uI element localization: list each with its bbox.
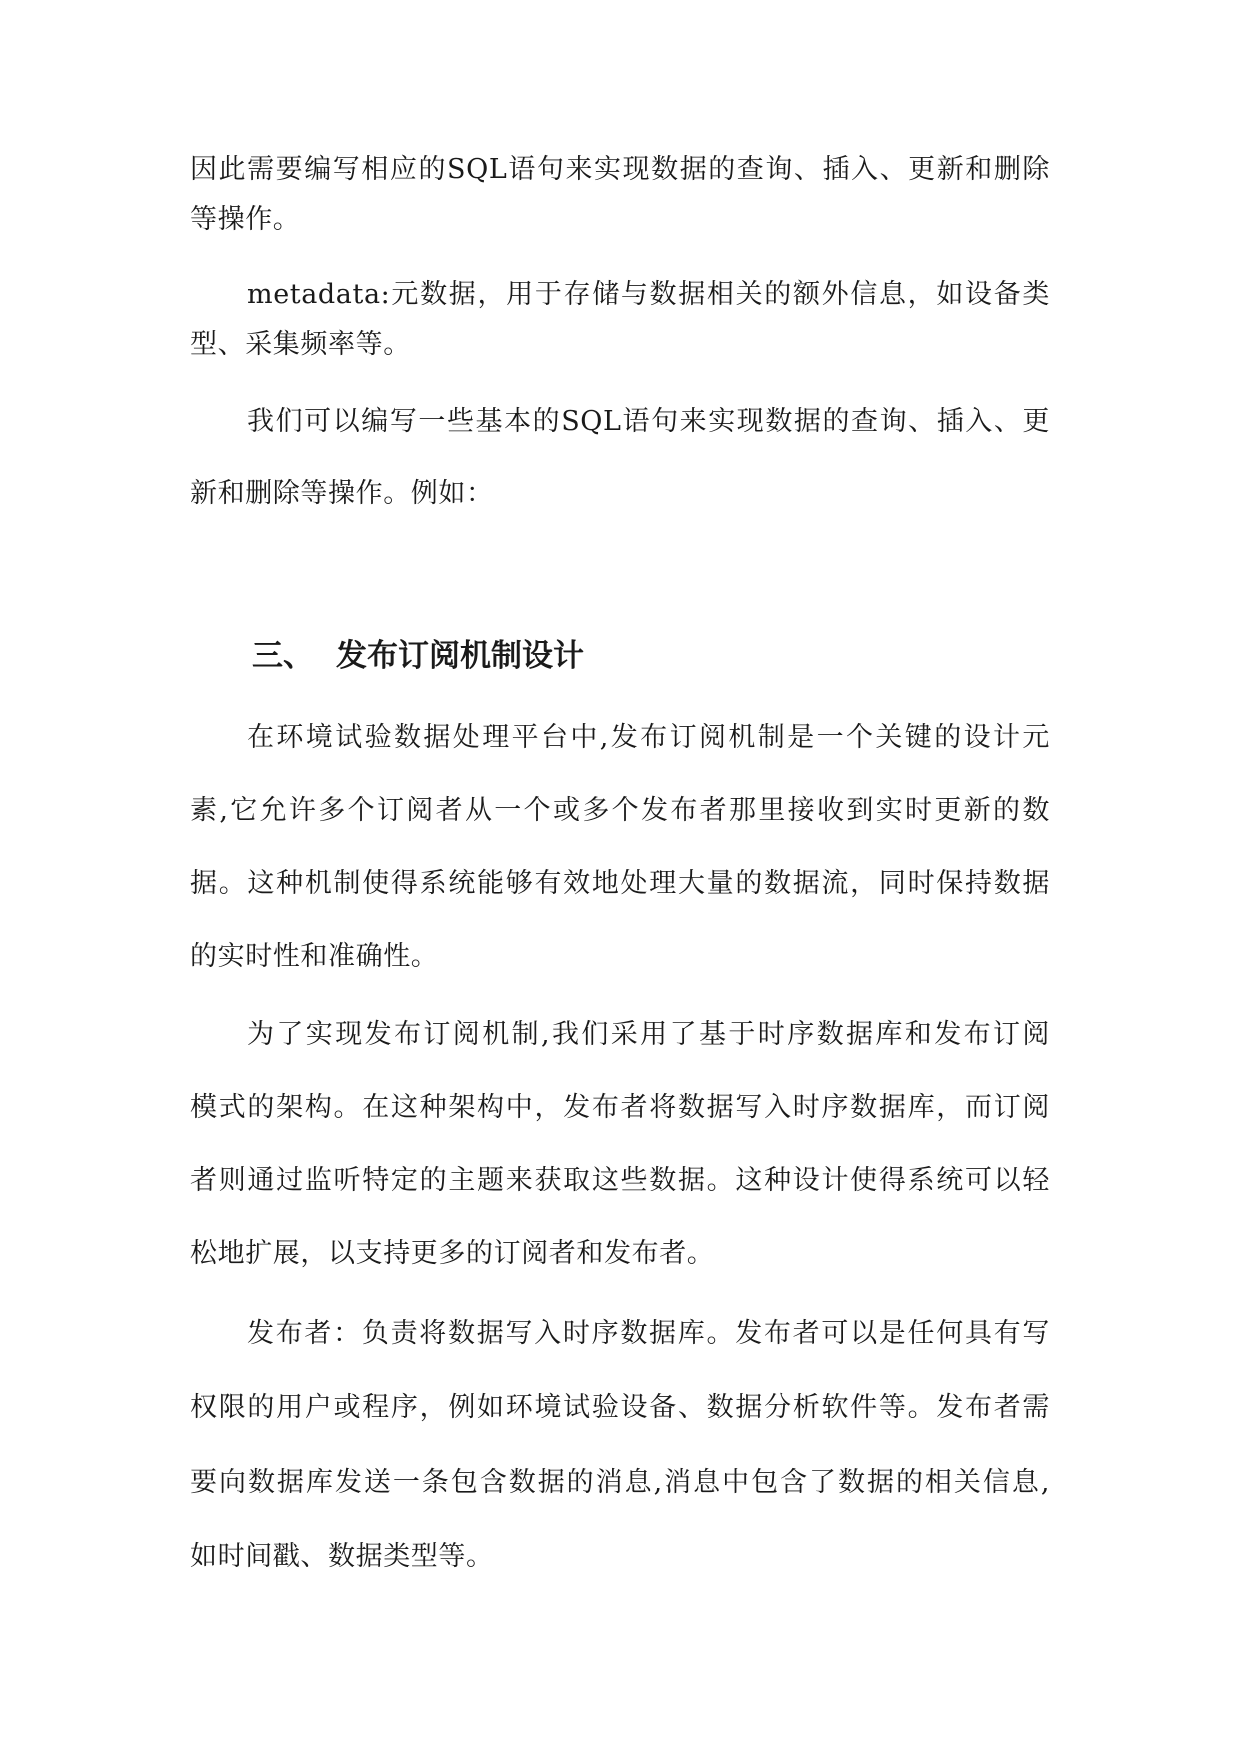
paragraph-publisher-line-4: 如时间戳、数据类型等。 <box>190 1541 494 1572</box>
section-number: 三、 <box>252 638 314 674</box>
paragraph-intro-line-1: 在环境试验数据处理平台中,发布订阅机制是一个关键的设计元 <box>247 722 1050 753</box>
paragraph-intro-line-3: 据。这种机制使得系统能够有效地处理大量的数据流，同时保持数据 <box>190 868 1050 899</box>
paragraph-architecture-line-3: 者则通过监听特定的主题来获取这些数据。这种设计使得系统可以轻 <box>190 1165 1050 1196</box>
section-heading <box>252 633 584 679</box>
paragraph-example-line-2: 新和删除等操作。例如： <box>190 478 494 509</box>
paragraph-publisher-line-3: 要向数据库发送一条包含数据的消息,消息中包含了数据的相关信息, <box>190 1467 1050 1498</box>
paragraph-architecture-line-1: 为了实现发布订阅机制,我们采用了基于时序数据库和发布订阅 <box>247 1019 1050 1050</box>
paragraph-metadata-line-1: metadata:元数据，用于存储与数据相关的额外信息，如设备类 <box>247 279 1050 310</box>
paragraph-architecture-line-2: 模式的架构。在这种架构中，发布者将数据写入时序数据库，而订阅 <box>190 1092 1050 1123</box>
paragraph-publisher-line-1: 发布者：负责将数据写入时序数据库。发布者可以是任何具有写 <box>247 1318 1050 1349</box>
paragraph-sql-line-1: 因此需要编写相应的SQL语句来实现数据的查询、插入、更新和删除 <box>190 154 1050 185</box>
paragraph-metadata-line-2: 型、采集频率等。 <box>190 329 411 360</box>
section-title: 发布订阅机制设计 <box>336 638 584 674</box>
paragraph-architecture-line-4: 松地扩展，以支持更多的订阅者和发布者。 <box>190 1238 715 1269</box>
paragraph-publisher-line-2: 权限的用户或程序，例如环境试验设备、数据分析软件等。发布者需 <box>190 1392 1050 1423</box>
paragraph-intro-line-4: 的实时性和准确性。 <box>190 941 439 972</box>
paragraph-intro-line-2: 素,它允许多个订阅者从一个或多个发布者那里接收到实时更新的数 <box>190 795 1050 826</box>
paragraph-example-line-1: 我们可以编写一些基本的SQL语句来实现数据的查询、插入、更 <box>247 406 1050 437</box>
paragraph-sql-line-2: 等操作。 <box>190 204 301 235</box>
